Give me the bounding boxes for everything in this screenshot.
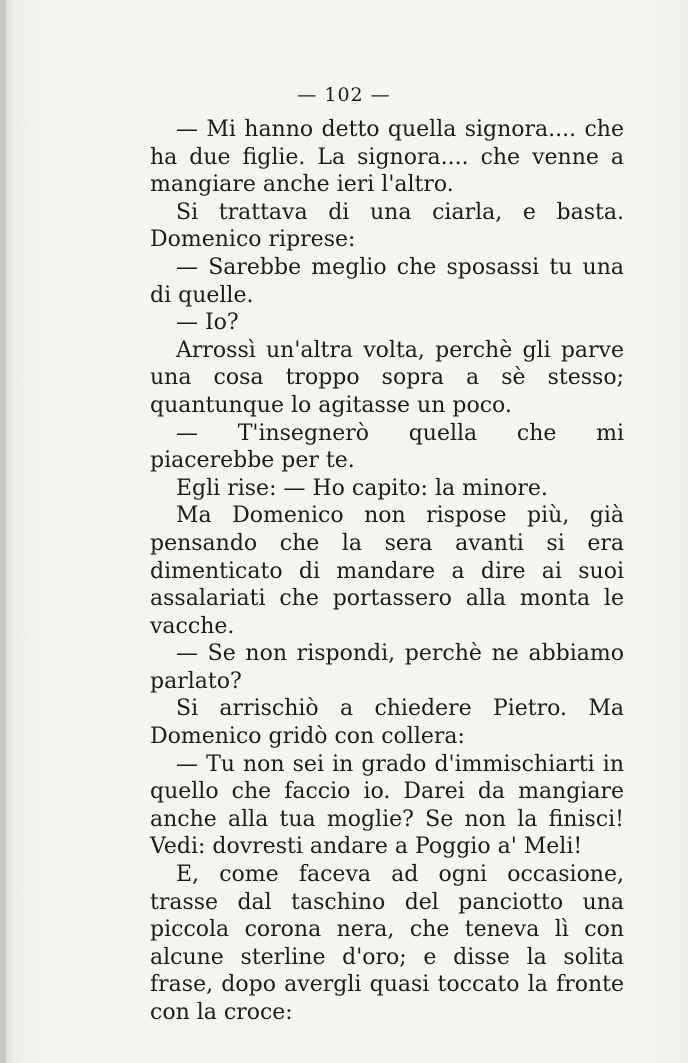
page-number: — 102 — xyxy=(297,84,391,106)
paragraph-3: — Sarebbe meglio che sposassi tu una di quelle. xyxy=(150,254,624,308)
paragraph-8: Ma Domenico non rispose più, già pensando che la sera avanti si era dimenticato di mandare a dire ai suoi assalariati che portassero alla monta le vacche. xyxy=(150,503,624,639)
page-spine-shadow xyxy=(0,0,6,1063)
paragraph-12: E, come faceva ad ogni occasione, trasse dal taschino del panciotto una piccola corona nera, che teneva lì con alcune sterline d'oro; e disse la solita frase, dopo avergli quasi toccato la fronte con la croce: xyxy=(150,862,624,1025)
paragraph-9: — Se non rispondi, perchè ne abbiamo parlato? xyxy=(150,641,624,694)
body-text xyxy=(150,116,624,1027)
paragraph-10: Si arrischiò a chiedere Pietro. Ma Domenico gridò con collera: xyxy=(150,696,624,750)
paragraph-6: — T'insegnerò quella che mi piacerebbe per te. xyxy=(150,420,624,474)
paragraph-2: Si trattava di una ciarla, e basta. Domenico riprese: xyxy=(150,199,624,253)
paragraph-1: — Mi hanno detto quella signora.... che ha due figlie. La signora.... che venne a mangiare anche ieri l'altro. xyxy=(150,117,624,198)
paragraph-11: — Tu non sei in grado d'immischiarti in quello che faccio io. Darei da mangiare anche alla tua moglie? Se non la finisci! Vedi: dovresti andare a Poggio a' Meli! xyxy=(150,751,624,860)
paragraph-7: Egli rise: — Ho capito: la minore. xyxy=(176,475,548,501)
paragraph-5: Arrossì un'altra volta, perchè gli parve una cosa troppo sopra a sè stesso; quantunque lo agitasse un poco. xyxy=(150,337,624,418)
paragraph-4: — Io? xyxy=(176,310,239,336)
